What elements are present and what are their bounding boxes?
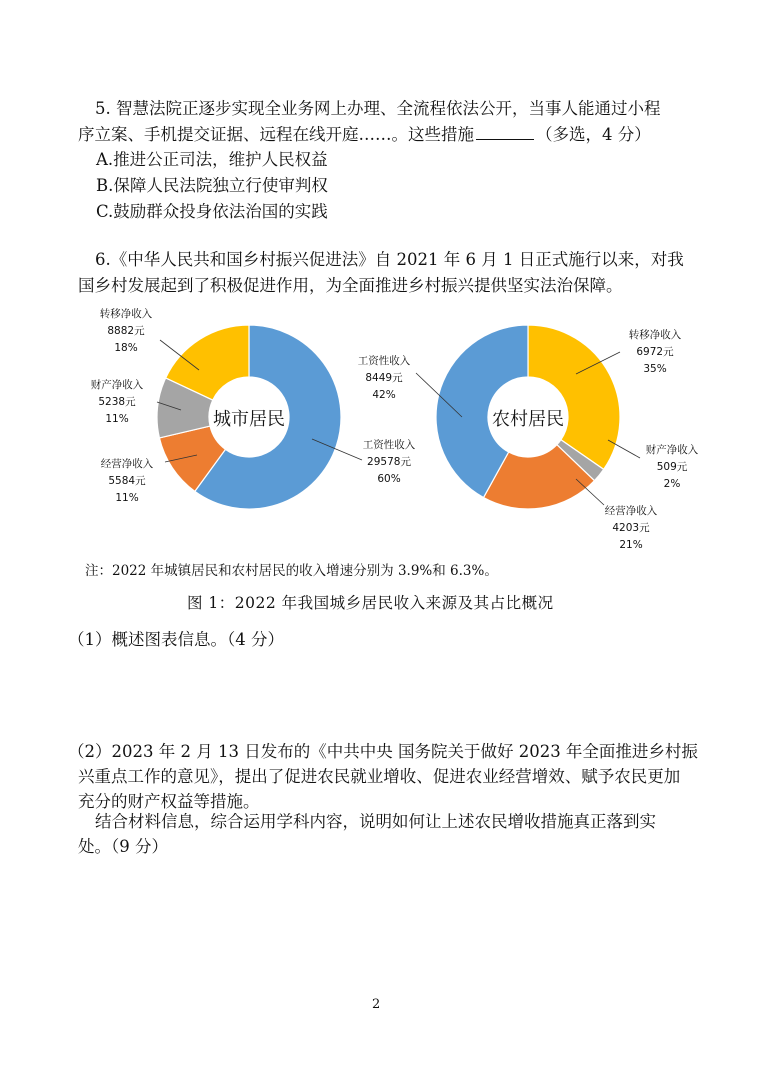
page-number: 2 bbox=[372, 997, 381, 1012]
rural-wage-value: 8449元 bbox=[365, 372, 403, 384]
rural-donut bbox=[358, 325, 699, 551]
city-business-label: 经营净收入 bbox=[100, 458, 154, 470]
city-transfer-value: 8882元 bbox=[107, 325, 145, 337]
q6-sub2-line1: （2）2023 年 2 月 13 日发布的《中共中央 国务院关于做好 2023 年全面推进乡村振 bbox=[68, 742, 698, 761]
city-property-label: 财产净收入 bbox=[90, 379, 144, 391]
city-chart-title: 城市居民 bbox=[213, 409, 285, 430]
q5-score: （多选，4 分） bbox=[536, 125, 651, 144]
q6-sub2-line5: 处。（9 分） bbox=[78, 837, 168, 856]
city-property-value: 5238元 bbox=[98, 396, 136, 408]
rural-transfer-label: 转移净收入 bbox=[628, 329, 682, 341]
city-wage-label: 工资性收入 bbox=[362, 439, 416, 451]
city-transfer-label: 转移净收入 bbox=[99, 308, 153, 320]
q5-stem-line1: 5. 智慧法院正逐步实现全业务网上办理、全流程依法公开，当事人能通过小程 bbox=[95, 99, 661, 118]
answer-blank bbox=[476, 125, 534, 140]
income-donut-charts bbox=[0, 300, 760, 560]
q6-sub2-line4: 结合材料信息，综合运用学科内容，说明如何让上述农民增收措施真正落到实 bbox=[95, 812, 656, 831]
city-property-percent: 11% bbox=[105, 413, 129, 425]
city-business-percent: 11% bbox=[115, 492, 139, 504]
q6-stem-line2: 国乡村发展起到了积极促进作用，为全面推进乡村振兴提供坚实法治保障。 bbox=[78, 276, 623, 295]
city-wage-value: 29578元 bbox=[367, 456, 411, 468]
q5-stem-text: 序立案、手机提交证据、远程在线开庭……。这些措施 bbox=[78, 125, 474, 144]
chart-note: 注：2022 年城镇居民和农村居民的收入增速分别为 3.9%和 6.3%。 bbox=[85, 563, 498, 579]
rural-business-value: 4203元 bbox=[612, 522, 650, 534]
city-wage-percent: 60% bbox=[377, 473, 401, 485]
q5-option-a: A.推进公正司法，维护人民权益 bbox=[96, 150, 328, 169]
figure-caption: 图 1：2022 年我国城乡居民收入来源及其占比概况 bbox=[187, 594, 554, 612]
q6-sub1: （1）概述图表信息。（4 分） bbox=[68, 630, 284, 649]
rural-chart-title: 农村居民 bbox=[492, 409, 564, 430]
rural-property-percent: 2% bbox=[663, 478, 681, 490]
rural-property-value: 509元 bbox=[656, 461, 688, 473]
q6-stem-line1: 6.《中华人民共和国乡村振兴促进法》自 2021 年 6 月 1 日正式施行以来，对我 bbox=[95, 250, 684, 269]
rural-property-label: 财产净收入 bbox=[645, 444, 699, 456]
rural-transfer-value: 6972元 bbox=[636, 346, 674, 358]
rural-business-percent: 21% bbox=[619, 539, 643, 551]
q6-sub2-line3: 充分的财产权益等措施。 bbox=[78, 792, 260, 811]
city-transfer-percent: 18% bbox=[114, 342, 138, 354]
q5-option-b: B.保障人民法院独立行使审判权 bbox=[96, 176, 328, 195]
rural-wage-percent: 42% bbox=[372, 389, 396, 401]
q5-stem-line2 bbox=[78, 121, 651, 145]
city-donut bbox=[91, 307, 416, 509]
rural-wage-label: 工资性收入 bbox=[357, 355, 411, 367]
q6-sub2-line2: 兴重点工作的意见》，提出了促进农民就业增收、促进农业经营增效、赋予农民更加 bbox=[78, 767, 681, 786]
rural-business-label: 经营净收入 bbox=[604, 505, 658, 517]
q5-option-c: C.鼓励群众投身依法治国的实践 bbox=[96, 202, 328, 221]
rural-transfer-percent: 35% bbox=[643, 363, 667, 375]
city-business-value: 5584元 bbox=[108, 475, 146, 487]
rural-slice-transfer bbox=[528, 325, 620, 469]
